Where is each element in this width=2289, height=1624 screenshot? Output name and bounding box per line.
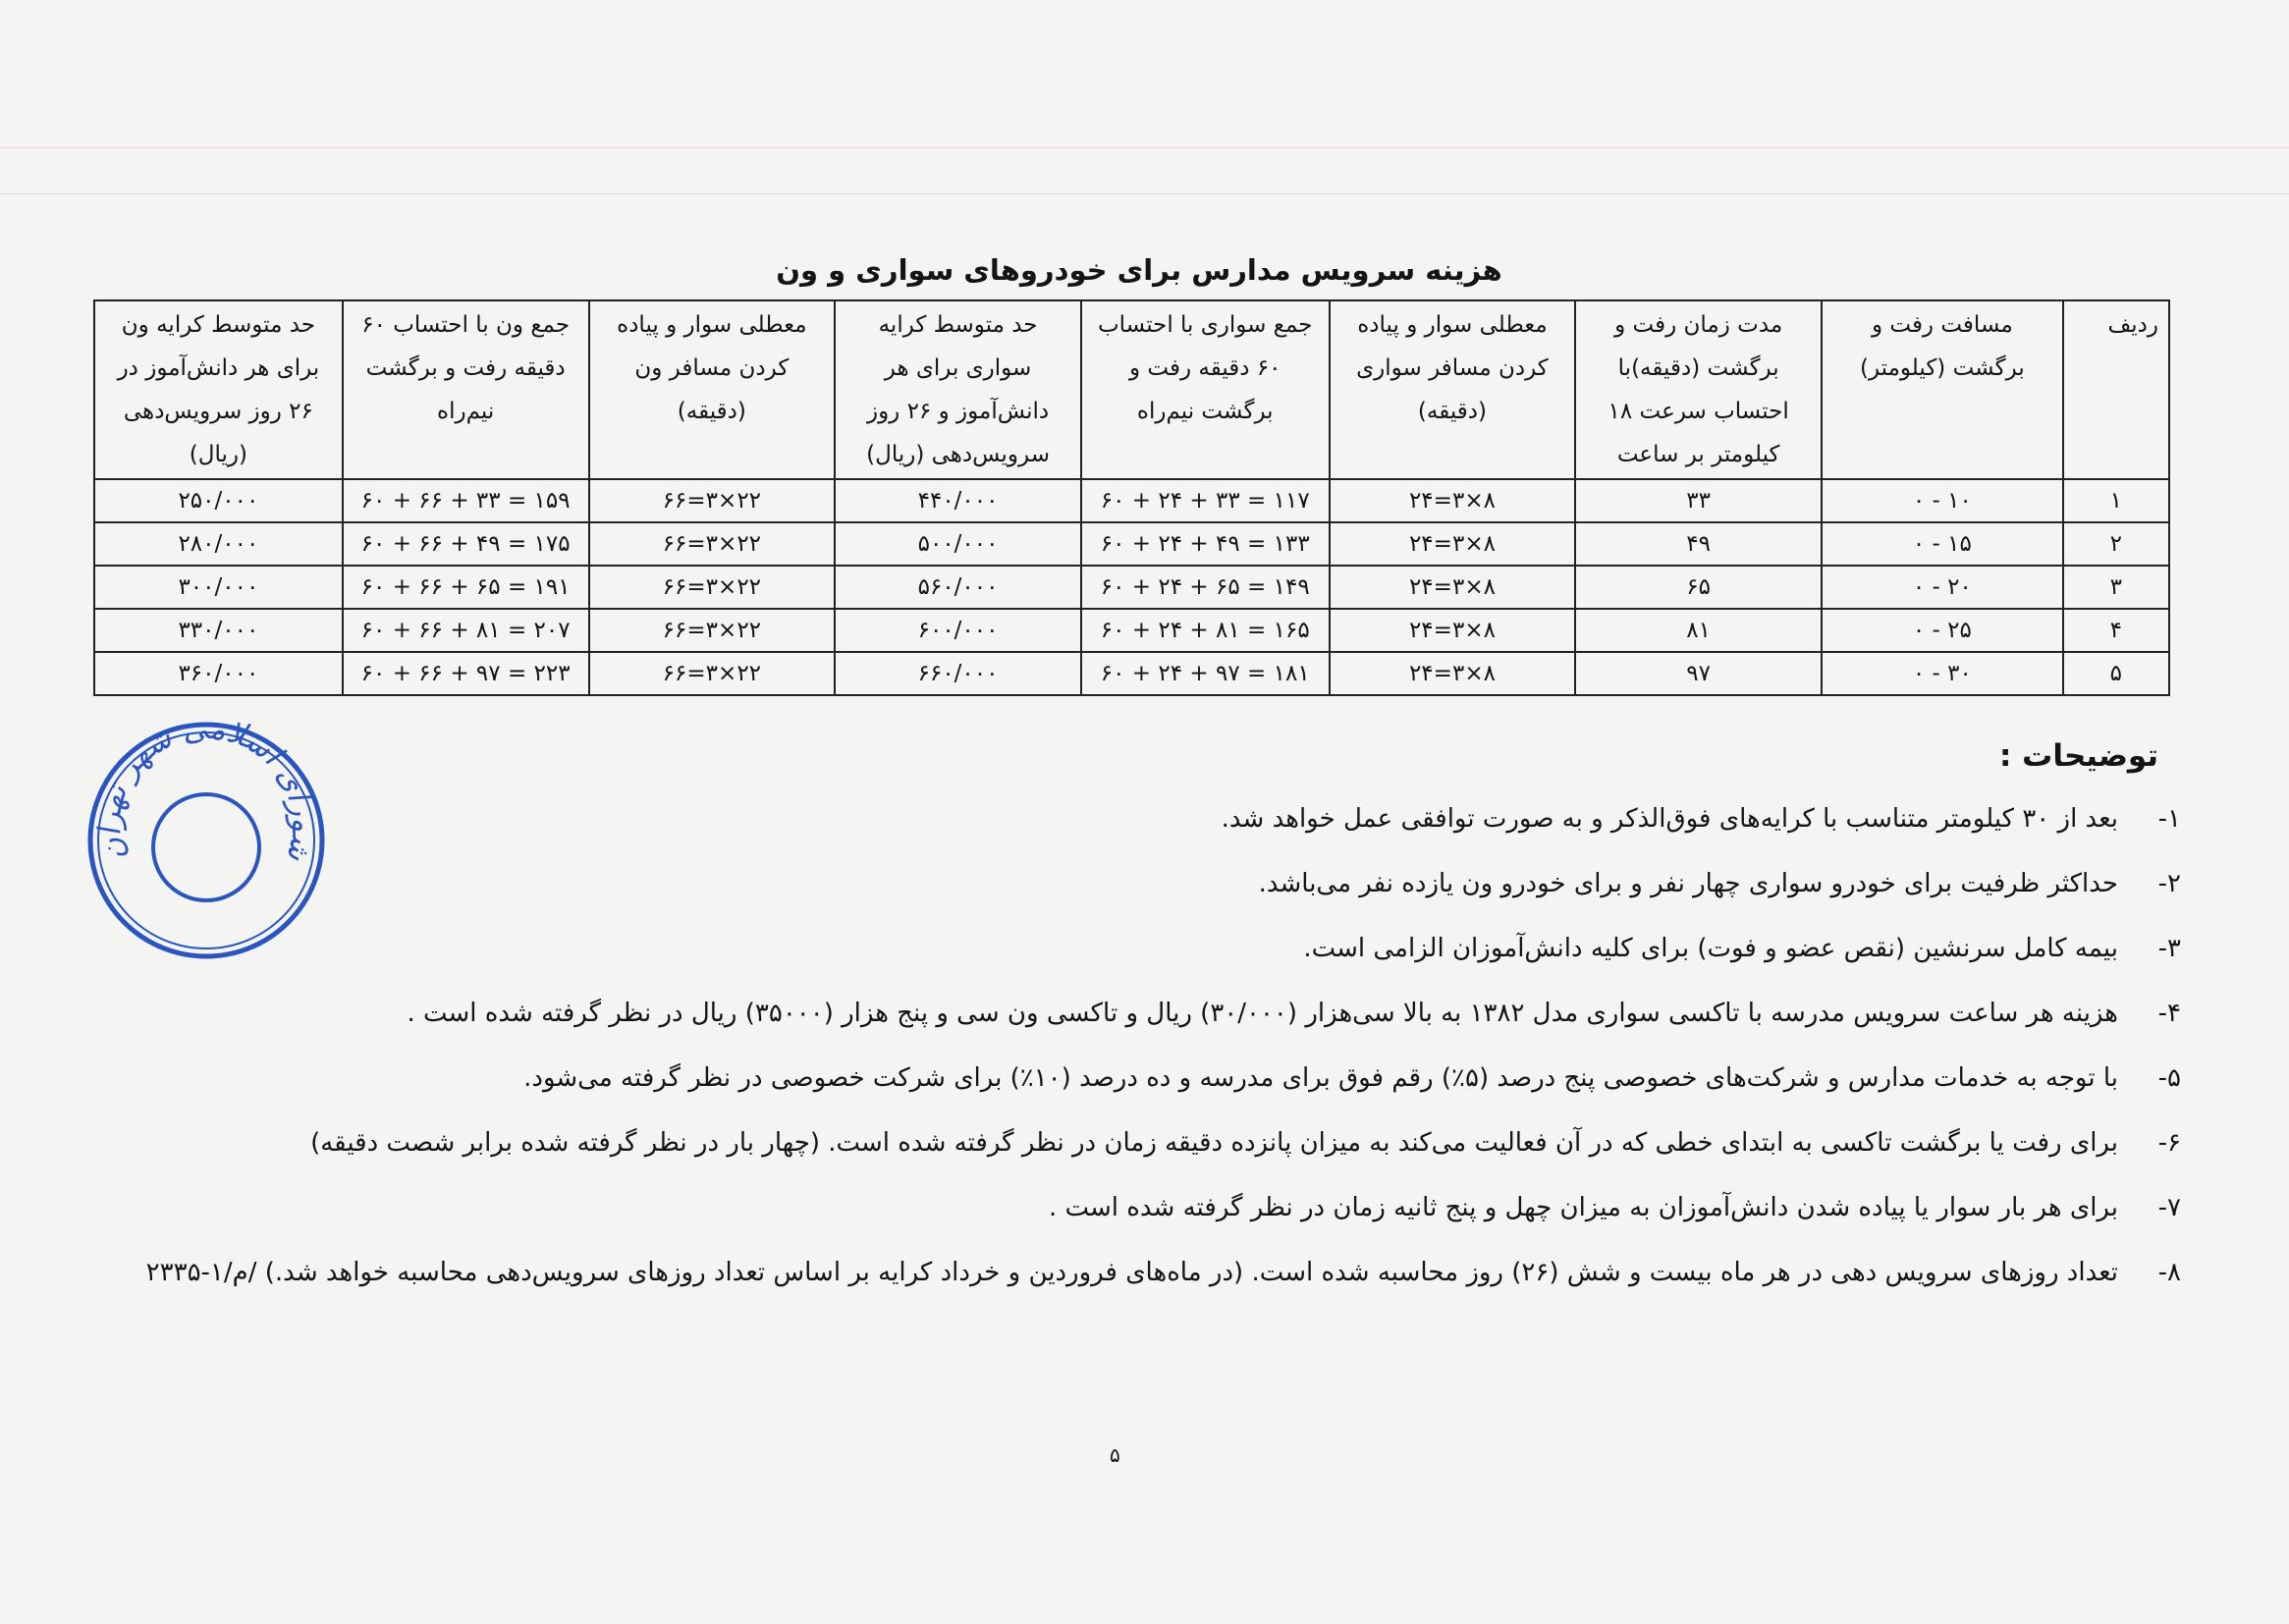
header-car-total: جمع سواری با احتساب ۶۰ دقیقه رفت و برگشت نیم‌راه <box>1081 300 1330 479</box>
cell-van-fare: ۳۰۰/۰۰۰ <box>94 566 343 609</box>
stamp-text: شورای اسلامی شهر تهران <box>91 715 321 865</box>
cell-van-total: ۱۵۹ = ۳۳ + ۶۶ + ۶۰ <box>343 479 589 522</box>
table-row <box>94 566 2169 609</box>
cell-van-delay: ۲۲×۳=۶۶ <box>589 652 836 695</box>
cell-car-total: ۱۴۹ = ۶۵ + ۲۴ + ۶۰ <box>1081 566 1330 609</box>
cell-car-fare: ۴۴۰/۰۰۰ <box>835 479 1081 522</box>
cell-car-fare: ۶۰۰/۰۰۰ <box>835 609 1081 652</box>
notes-list <box>60 797 2181 1316</box>
cell-van-total: ۲۰۷ = ۸۱ + ۶۶ + ۶۰ <box>343 609 589 652</box>
cell-car-fare: ۶۶۰/۰۰۰ <box>835 652 1081 695</box>
note-number: ۸- <box>2157 1258 2181 1287</box>
header-travel-time: مدت زمان رفت و برگشت (دقیقه)با احتساب سرعت ۱۸ کیلومتر بر ساعت <box>1575 300 1822 479</box>
note-number: ۱- <box>2157 804 2181 834</box>
page-rule <box>0 193 2289 194</box>
cell-van-total: ۲۲۳ = ۹۷ + ۶۶ + ۶۰ <box>343 652 589 695</box>
cell-van-delay: ۲۲×۳=۶۶ <box>589 522 836 566</box>
cell-row-index: ۳ <box>2063 566 2169 609</box>
note-item <box>60 862 2181 927</box>
table-title: هزینه سرویس مدارس برای خودروهای سواری و ون <box>776 253 1502 287</box>
cell-car-delay: ۸×۳=۲۴ <box>1330 609 1576 652</box>
note-number: ۴- <box>2157 999 2181 1028</box>
cell-van-total: ۱۹۱ = ۶۵ + ۶۶ + ۶۰ <box>343 566 589 609</box>
cell-travel-time: ۶۵ <box>1575 566 1822 609</box>
note-text: با توجه به خدمات مدارس و شرکت‌های خصوصی پنج درصد (۵٪) رقم فوق برای مدرسه و ده درصد (۱۰٪) برای شرکت خصوصی در نظر گرفته می‌شود. <box>523 1063 2118 1093</box>
header-van-fare: حد متوسط کرایه ون برای هر دانش‌آموز در ۲۶ روز سرویس‌دهی (ریال) <box>94 300 343 479</box>
table-row <box>94 652 2169 695</box>
note-item <box>60 992 2181 1056</box>
note-item <box>60 1251 2181 1316</box>
header-car-fare: حد متوسط کرایه سواری برای هر دانش‌آموز و ۲۶ روز سرویس‌دهی (ریال) <box>835 300 1081 479</box>
cell-travel-time: ۹۷ <box>1575 652 1822 695</box>
cell-row-index: ۴ <box>2063 609 2169 652</box>
note-number: ۵- <box>2157 1063 2181 1093</box>
header-van-total: جمع ون با احتساب ۶۰ دقیقه رفت و برگشت نیم‌راه <box>343 300 589 479</box>
cell-row-index: ۱ <box>2063 479 2169 522</box>
cell-row-index: ۵ <box>2063 652 2169 695</box>
cell-van-delay: ۲۲×۳=۶۶ <box>589 609 836 652</box>
cell-car-total: ۱۱۷ = ۳۳ + ۲۴ + ۶۰ <box>1081 479 1330 522</box>
header-car-boarding-delay: معطلی سوار و پیاده کردن مسافر سواری (دقیقه) <box>1330 300 1576 479</box>
note-text: بیمه کامل سرنشین (نقص عضو و فوت) برای کلیه دانش‌آموزان الزامی است. <box>1303 934 2118 963</box>
cell-travel-time: ۸۱ <box>1575 609 1822 652</box>
cell-distance: ۲۰ - ۰ <box>1822 566 2063 609</box>
official-stamp <box>83 715 329 960</box>
note-text: تعداد روزهای سرویس دهی در هر ماه بیست و شش (۲۶) روز محاسبه شده است. (در ماه‌های فروردین و خرداد کرایه بر اساس تعداد روزهای سرویس‌دهی محاسبه خواهد شد.) /م/۱-۲۳۳۵ <box>145 1258 2118 1287</box>
cell-distance: ۱۰ - ۰ <box>1822 479 2063 522</box>
note-number: ۲- <box>2157 869 2181 898</box>
note-text: برای رفت یا برگشت تاکسی به ابتدای خطی که در آن فعالیت می‌کند به میزان پانزده دقیقه زمان در نظر گرفته شده است. (چهار بار در نظر گرفته شده برابر شصت دقیقه) <box>310 1128 2118 1158</box>
table-header-row <box>94 300 2169 479</box>
note-text: هزینه هر ساعت سرویس مدرسه با تاکسی سواری مدل ۱۳۸۲ به بالا سی‌هزار (۳۰/۰۰۰) ریال و تاکسی ون سی و پنج هزار (۳۵۰۰۰) ریال در نظر گرفته شده است . <box>407 999 2118 1028</box>
cell-travel-time: ۴۹ <box>1575 522 1822 566</box>
cell-car-total: ۱۳۳ = ۴۹ + ۲۴ + ۶۰ <box>1081 522 1330 566</box>
cell-van-fare: ۳۶۰/۰۰۰ <box>94 652 343 695</box>
stamp-seal-icon <box>83 715 329 960</box>
cell-car-total: ۱۶۵ = ۸۱ + ۲۴ + ۶۰ <box>1081 609 1330 652</box>
cell-van-fare: ۳۳۰/۰۰۰ <box>94 609 343 652</box>
header-distance: مسافت رفت و برگشت (کیلومتر) <box>1822 300 2063 479</box>
header-row-index: ردیف <box>2063 300 2169 479</box>
cell-distance: ۱۵ - ۰ <box>1822 522 2063 566</box>
svg-text:شورای اسلامی شهر تهران <box>91 715 320 865</box>
cell-travel-time: ۳۳ <box>1575 479 1822 522</box>
cell-car-delay: ۸×۳=۲۴ <box>1330 566 1576 609</box>
cell-car-total: ۱۸۱ = ۹۷ + ۲۴ + ۶۰ <box>1081 652 1330 695</box>
table-row <box>94 479 2169 522</box>
table-row <box>94 609 2169 652</box>
note-item <box>60 1186 2181 1251</box>
cell-car-fare: ۵۶۰/۰۰۰ <box>835 566 1081 609</box>
table-row <box>94 522 2169 566</box>
cell-distance: ۳۰ - ۰ <box>1822 652 2063 695</box>
header-van-boarding-delay: معطلی سوار و پیاده کردن مسافر ون (دقیقه) <box>589 300 836 479</box>
note-item <box>60 1056 2181 1121</box>
page-rule <box>0 147 2289 148</box>
cell-car-delay: ۸×۳=۲۴ <box>1330 522 1576 566</box>
cell-car-fare: ۵۰۰/۰۰۰ <box>835 522 1081 566</box>
note-item <box>60 1121 2181 1186</box>
cell-van-total: ۱۷۵ = ۴۹ + ۶۶ + ۶۰ <box>343 522 589 566</box>
page-number: ۵ <box>1110 1443 1120 1467</box>
cell-row-index: ۲ <box>2063 522 2169 566</box>
note-item <box>60 797 2181 862</box>
cell-van-fare: ۲۵۰/۰۰۰ <box>94 479 343 522</box>
cell-car-delay: ۸×۳=۲۴ <box>1330 652 1576 695</box>
note-number: ۷- <box>2157 1193 2181 1222</box>
cell-van-delay: ۲۲×۳=۶۶ <box>589 479 836 522</box>
note-item <box>60 927 2181 992</box>
cell-van-fare: ۲۸۰/۰۰۰ <box>94 522 343 566</box>
note-text: حداکثر ظرفیت برای خودرو سواری چهار نفر و برای خودرو ون یازده نفر می‌باشد. <box>1258 869 2118 898</box>
note-text: برای هر بار سوار یا پیاده شدن دانش‌آموزان به میزان چهل و پنج ثانیه زمان در نظر گرفته شده است . <box>1048 1193 2118 1222</box>
cell-van-delay: ۲۲×۳=۶۶ <box>589 566 836 609</box>
note-text: بعد از ۳۰ کیلومتر متناسب با کرایه‌های فوق‌الذکر و به صورت توافقی عمل خواهد شد. <box>1221 804 2118 834</box>
cell-car-delay: ۸×۳=۲۴ <box>1330 479 1576 522</box>
notes-heading: توضیحات : <box>1998 738 2158 774</box>
note-number: ۶- <box>2157 1128 2181 1158</box>
note-number: ۳- <box>2157 934 2181 963</box>
cell-distance: ۲۵ - ۰ <box>1822 609 2063 652</box>
fare-table <box>93 299 2170 696</box>
